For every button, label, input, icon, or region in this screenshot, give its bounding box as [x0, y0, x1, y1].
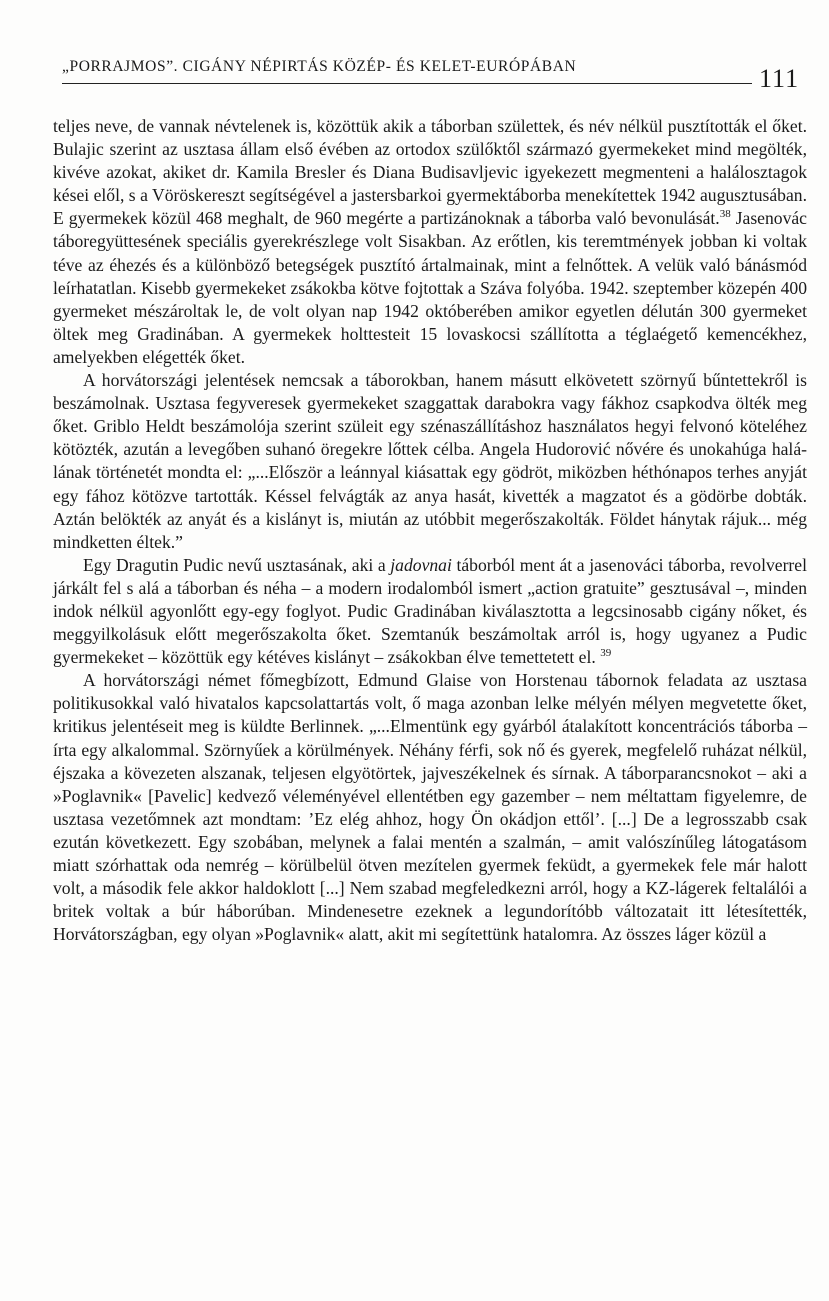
text-run: A horvátországi német főmegbízott, Edmund Glaise von Horstenau tábornok feladata az usztasa politikusokkal való hivatalos kapcsolattartás volt, ő maga azonban lelke mélyén mélyen megvetette őket, kritikus jelentéseit meg is küldte Berlinnek. „...Elmentünk egy gyárból átalakított koncentrációs táborba – írta egy alkalommal. Szörnyűek a körülmények. Néhány férfi, sok nő és gyerek, megfelelő ruházat nélkül, éjszaka a kövezeten alszanak, teljesen elgyötörtek, jajveszékelnek és sírnak. A táborparancsnokot – aki a »Poglavnik« [Pavelic] kedvező véleményével ellentétben egy gazember – nem méltattam figyelemre, de usztasa vezetőmnek azt mondtam: ’Ez elég ahhoz, hogy Ön okádjon ettől’. [...] De a legrosszabb csak ezután következett. Egy szobában, melynek a falai mentén a szalmán, – amit valószínűleg látogatásom miatt szórhattak oda nemrég – körülbelül ötven mezítelen gyermek feküdt, a gyermekek fele már halott volt, a második fele akkor haldoklott [...] Nem szabad megfeledkezni arról, hogy a KZ-lágerek feltalálói a britek voltak a búr háborúban. Mindenesetre ezeknek a legundorítóbb változatait itt létesítették, Horvátországban, egy olyan »Poglavnik« alatt, akit mi segítettünk hatalomra. Az összes láger közül a — [53, 670, 807, 945]
text-run: teljes neve, de vannak névtelenek is, közöttük akik a táborban születtek, és név nélkül pusztították el őket. Bulajic szerint az usztasa állam első évében az ortodox szülőktől származó gyermekeket mind megölték, kivéve azokat, akiket dr. Kamila Bresler és Diana Budisavljevic igyekezett megmenteni a halálosztagok kései elől, s a Vöröskereszt segítségével a jastersbarkoi gyermektáborba menekítettek 1942 augusztusában. E gyermekek közül 468 meghalt, de 960 megérte a partizánoknak a táborba való bevonulását. — [53, 116, 807, 229]
paragraph — [53, 554, 807, 669]
page-number: 111 — [759, 64, 800, 93]
paragraph — [53, 369, 807, 554]
body-text — [53, 115, 807, 946]
text-run: Egy Dragutin Pudic nevű usztasának, aki a — [83, 554, 391, 575]
footnote-marker: 38 — [719, 208, 731, 221]
paragraph — [53, 115, 807, 369]
running-title: „PORRAJMOS”. CIGÁNY NÉPIRTÁS KÖZÉP- ÉS KELET-EURÓPÁBAN — [62, 58, 577, 75]
footnote-marker: 39 — [600, 647, 612, 660]
paragraph — [53, 669, 807, 946]
text-run: táborból ment át a jasenováci táborba, revolverrel járkált fel s alá a táborban és néha – a modern irodalomból ismert „action gratuite” gesztusával –, minden indok nélkül agyonlőtt egy-egy foglyot. Pudic Gradinában kiválasztotta a legcsinosabb cigány nőket, és meggyilkolásuk előtt megerőszakolta őket. Szemtanúk beszámoltak arról is, hogy ugyanez a Pudic gyermekeket – közöttük egy kétéves kislányt – zsákokban élve temettetett el. — [53, 554, 807, 668]
text-run: A horvátországi jelentések nemcsak a táborokban, hanem másutt elkövetett szörnyű bűntettekről is beszámolnak. Usztasa fegyveresek gyermekeket szaggattak darabokra vagy fákhoz csapkodva ölték meg őket. Griblo Heldt beszámolója szerint szüleit egy szénaszállításhoz használatos hegyi felvonó köteléhez kötözték, azután a levegőben suhanó öregekre lőttek célba. Angela Hudorović nővére és unokahúga halálának történetét mondta el: „...Először a leánnyal kiásattak egy gödröt, miközben héthónapos terhes anyját egy fához kötözve tartották. Késsel felvágták az anya hasát, kivették a magzatot és a gödörbe dobták. Aztán belökték az anyát és a kislányt is, miután az utóbbit megerőszakolták. Földet hánytak rájuk... még mindketten éltek.” — [53, 370, 807, 552]
italic-term: jadovnai — [390, 554, 452, 575]
text-run: Jasenovác táboregyüttesének speciális gyerekrészlege volt Sisakban. Az erőtlen, kis teremtmények jobban ki voltak téve az éhezés és a különböző betegségek pusztító ártalmainak, mint a felnőttek. A velük való bánásmód leírhatatlan. Kisebb gyermekeket zsákokba kötve fojtottak a Száva folyóba. 1942. szeptember közepén 400 gyermeket mészároltak le, de volt olyan nap 1942 októberében amikor egyetlen délután 300 gyermeket öltek meg Gradinában. A gyermekek holttesteit 15 lovaskocsi szállította a téglaégető kemencékhez, amelyekben elégették őket. — [53, 208, 807, 367]
header-rule — [62, 83, 752, 84]
